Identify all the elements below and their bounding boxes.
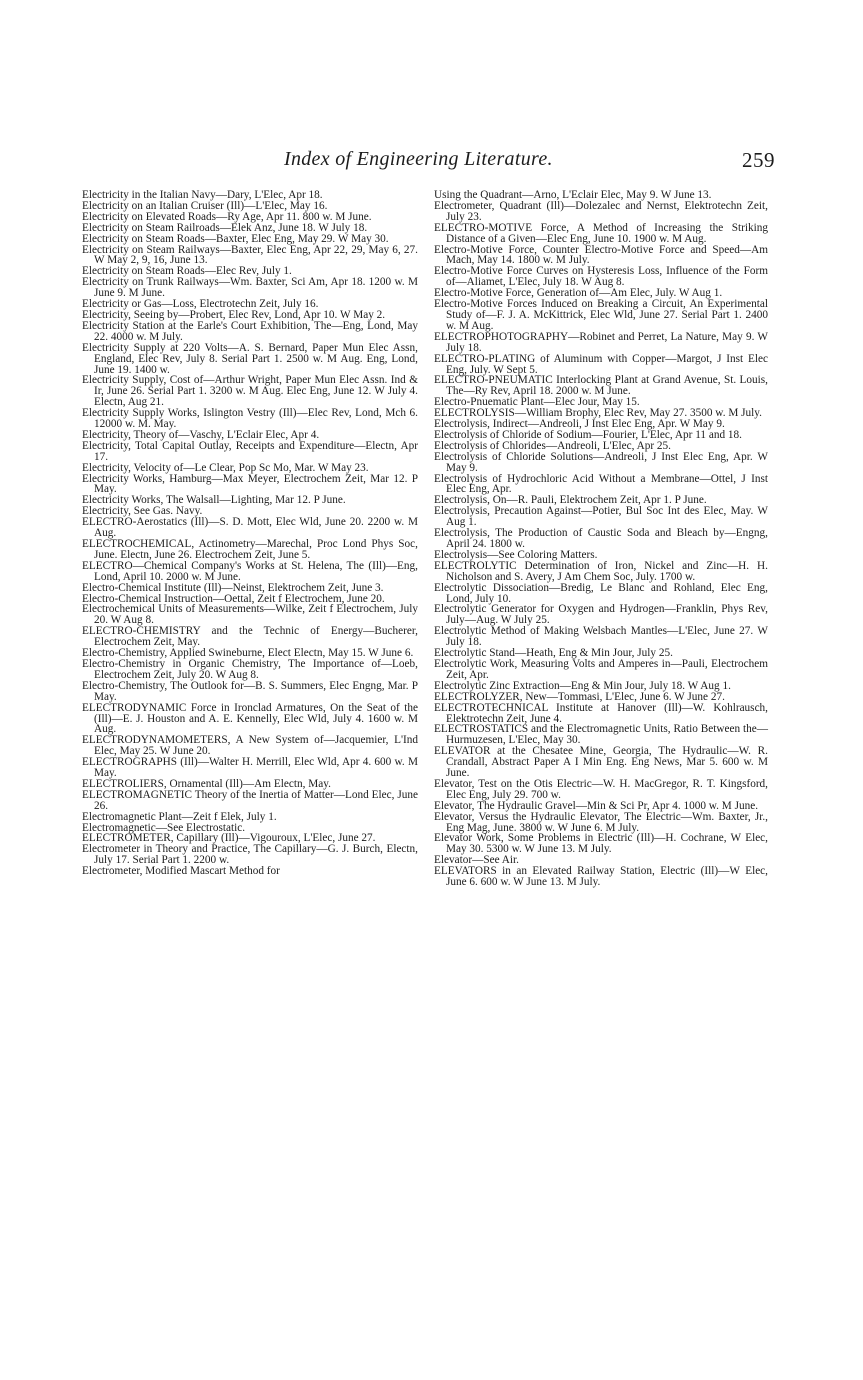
index-entry: Electricity Supply Works, Islington Vestry (Ill)—Elec Rev, Lond, Mch 6. 12000 w. M. May. (82, 407, 418, 431)
index-entry: Electrometer, Quadrant (Ill)—Dolezalec and Nernst, Elektrotechn Zeit, July 23. (434, 199, 768, 223)
index-entry: Electrolysis, On—R. Pauli, Elektrochem Zeit, Apr 1. P June. (434, 494, 707, 507)
index-entry: ELECTRODYNAMOMETERS, A New System of—Jacquemier, L'Ind Elec, May 25. W June 20. (82, 734, 418, 758)
index-entry: Electro-Motive Force, Counter Electro-Motive Force and Speed—Am Mach, May 14. 1800 w. M July. (434, 243, 768, 267)
index-entry: Electro-Chemical Instruction—Oettal, Zeit f Electrochem, June 20. (82, 592, 385, 605)
index-entry: Electrolytic Dissociation—Bredig, Le Blanc and Rohland, Elec Eng, Lond, July 10. (434, 581, 768, 605)
index-entry: ELECTRO-CHEMISTRY and the Technic of Energy—Bucherer, Electrochem Zeit, May. (82, 625, 418, 649)
index-entry: Electrolysis of Hydrochloric Acid Without a Membrane—Ottel, J Inst Elec Eng, Apr. (434, 472, 768, 496)
index-entry: ELECTROLYSIS—William Brophy, Elec Rev, May 27. 3500 w. M July. (434, 407, 762, 420)
index-entry: ELECTROMETER, Capillary (Ill)—Vigouroux, L'Elec, June 27. (82, 832, 376, 845)
page-number: 259 (742, 148, 775, 172)
index-entry: Electricity, Seeing by—Probert, Elec Rev, Lond, Apr 10. W May 2. (82, 308, 386, 321)
index-entry: ELECTROCHEMICAL, Actinometry—Marechal, Proc Lond Phys Soc, June. Electn, June 26. Electrochem Zeit, June 5. (82, 538, 418, 561)
index-entry: ELECTROMAGNETIC Theory of the Inertia of Matter—Lond Elec, June 26. (82, 788, 418, 812)
running-title: Index of Engineering Literature. (284, 148, 553, 170)
index-entry: Electricity on Steam Railroads—Elek Anz, June 18. W July 18. (82, 221, 368, 234)
page-header (0, 148, 863, 178)
index-entry: Electricity, See Gas. Navy. (82, 505, 203, 518)
index-entry: Electrochemical Units of Measurements—Wilke, Zeit f Electrochem, July 20. W Aug 8. (82, 603, 418, 627)
index-entry: Electricity Works, Hamburg—Max Meyer, Electrochem Zeit, Mar 12. P May. (82, 472, 418, 496)
index-entry: Electricity or Gas—Loss, Electrotechn Zeit, July 16. (82, 298, 319, 311)
index-entry: ELECTROGRAPHS (Ill)—Walter H. Merrill, Elec Wld, Apr 4. 600 w. M May. (82, 756, 418, 780)
index-entry: Elevator Work, Some Problems in Electric (Ill)—H. Cochrane, W Elec, May 30. 5300 w. W June 13. M July. (434, 832, 768, 856)
index-entry: ELECTRO—Chemical Company's Works at St. Helena, The (Ill)—Eng, Lond, April 10. 2000 w. M June. (82, 559, 418, 583)
index-entry: Electromagnetic Plant—Zeit f Elek, July 1. (82, 810, 277, 823)
index-entry: Electromagnetic—See Electrostatic. (82, 821, 246, 834)
index-entry: Electrolytic Work, Measuring Volts and Amperes in—Pauli, Electrochem Zeit, Apr. (434, 657, 768, 681)
index-entry: ELEVATOR at the Chesatee Mine, Georgia, The Hydraulic—W. R. Crandall, Abstract Paper A I Min Eng. Eng News, Mar 5. 600 w. M June. (434, 745, 768, 780)
index-entry: Electrolysis of Chlorides—Andreoli, L'Elec, Apr 25. (434, 439, 671, 452)
index-entry: Elevator, Test on the Otis Electric—W. H. MacGregor, R. T. Kingsford, Elec Eng, July 29. 700 w. (434, 777, 768, 801)
index-entry: ELEVATORS in an Elevated Railway Station, Electric (Ill)—W Elec, June 6. 600 w. W June 13. M July. (434, 865, 768, 889)
index-entry: Electricity Station at the Earle's Court Exhibition, The—Eng, Lond, May 22. 4000 w. M July. (82, 319, 418, 343)
index-entry: Electricity on Trunk Railways—Wm. Baxter, Sci Am, Apr 18. 1200 w. M June 9. M June. (82, 276, 418, 300)
index-entry: ELECTROLYZER, New—Tommasi, L'Elec, June 6. W June 27. (434, 690, 725, 703)
index-entry: Electro-Motive Forces Induced on Breaking a Circuit, An Experimental Study of—F. J. A. McKittrick, Elec Wld, June 27. Serial Part 1. 2400 w. M Aug. (434, 298, 768, 332)
index-entry: Electro-Pnuematic Plant—Elec Jour, May 15. (434, 396, 640, 409)
index-entry: Electrometer, Modified Mascart Method for (82, 865, 280, 878)
index-entry: Electricity in the Italian Navy—Dary, L'Elec, Apr 18. (82, 189, 323, 201)
index-entry: Electro-Motive Force, Generation of—Am Elec, July. W Aug 1. (434, 287, 723, 300)
index-entry: Electrolysis, The Production of Caustic Soda and Bleach by—Engng, April 24. 1800 w. (434, 527, 768, 550)
index-entry: Electro-Chemistry, The Outlook for—B. S. Summers, Elec Engng, Mar. P May. (82, 679, 418, 703)
index-entry: Electricity on Steam Roads—Elec Rev, July 1. (82, 265, 292, 278)
index-entry: Electrolytic Stand—Heath, Eng & Min Jour, July 25. (434, 647, 673, 660)
index-entry: ELECTRO-PLATING of Aluminum with Copper—Margot, J Inst Elec Eng, July. W Sept 5. (434, 352, 768, 376)
index-entry: Electricity, Velocity of—Le Clear, Pop Sc Mo, Mar. W May 23. (82, 461, 369, 474)
index-entry: Electricity on Steam Railways—Baxter, Elec Eng, Apr 22, 29, May 6, 27. W May 2, 9, 16, June 13. (82, 243, 418, 267)
index-entry: Electrolytic Method of Making Welsbach Mantles—L'Elec, June 27. W July 18. (434, 625, 768, 649)
index-entry: Electricity Supply at 220 Volts—A. S. Bernard, Paper Mun Elec Assn, England, Elec Rev, July 8. Serial Part 1. 2500 w. M Aug. Eng, Lond, June 19. 1400 w. (82, 341, 418, 376)
index-entry: Electricity Works, The Walsall—Lighting, Mar 12. P June. (82, 494, 346, 507)
index-entry: Using the Quadrant—Arno, L'Eclair Elec, May 9. W June 13. (434, 189, 712, 201)
index-entry: Electrolytic Zinc Extraction—Eng & Min Jour, July 18. W Aug 1. (434, 679, 731, 692)
index-entry: ELECTROTECHNICAL Institute at Hanover (Ill)—W. Kohlrausch, Elektrotechn Zeit, June 4. (434, 701, 768, 725)
index-entry: Electro-Chemical Institute (Ill)—Neinst, Elektrochem Zeit, June 3. (82, 581, 384, 594)
index-entry: Electro-Motive Force Curves on Hysteresis Loss, Influence of the Form of—Aliamet, L'Elec, July 18. W Aug 8. (434, 265, 768, 289)
index-entry: Electricity on Elevated Roads—Ry Age, Apr 11. 800 w. M June. (82, 210, 372, 223)
index-entry: Electro-Chemistry, Applied Swineburne, Elect Electn, May 15. W June 6. (82, 647, 414, 660)
right-column (434, 190, 768, 888)
index-entry: Electrolysis, Precaution Against—Potier, Bul Soc Int des Elec, May. W Aug 1. (434, 505, 768, 529)
left-column (82, 190, 418, 877)
index-entry: ELECTRO-Aerostatics (Ill)—S. D. Mott, Elec Wld, June 20. 2200 w. M Aug. (82, 516, 418, 540)
index-entry: Electricity on Steam Roads—Baxter, Elec Eng, May 29. W May 30. (82, 232, 389, 245)
index-entry: Elevator, The Hydraulic Gravel—Min & Sci Pr, Apr 4. 1000 w. M June. (434, 799, 759, 812)
index-entry: Electricity on an Italian Cruiser (Ill)—L'Elec, May 16. (82, 199, 328, 212)
index-entry: Electrolytic Generator for Oxygen and Hydrogen—Franklin, Phys Rev, July—Aug. W July 25. (434, 603, 768, 627)
index-entry: Electrolysis of Chloride of Sodium—Fourier, L'Elec, Apr 11 and 18. (434, 428, 742, 441)
index-entry: Electro-Chemistry in Organic Chemistry, The Importance of—Loeb, Electrochem Zeit, July 20. W Aug 8. (82, 657, 418, 681)
index-entry: ELECTRODYNAMIC Force in Ironclad Armatures, On the Seat of the (Ill)—E. J. Houston and A. E. Kennelly, Elec Wld, July 4. 1600 w. M Aug. (82, 701, 418, 736)
index-entry: ELECTROPHOTOGRAPHY—Robinet and Perret, La Nature, May 9. W July 18. (434, 330, 768, 354)
index-entry: Elevator, Versus the Hydraulic Elevator, The Electric—Wm. Baxter, Jr., Eng Mag, June. 3800 w. W June 6. M July. (434, 810, 768, 834)
index-entry: Electrolysis, Indirect—Andreoli, J Inst Elec Eng, Apr. W May 9. (434, 418, 725, 431)
index-entry: ELECTRO-PNEUMATIC Interlocking Plant at Grand Avenue, St. Louis, The—Ry Rev, April 18. 2000 w. M June. (434, 374, 768, 398)
index-entry: Electrometer in Theory and Practice, The Capillary—G. J. Burch, Electn, July 17. Serial Part 1. 2200 w. (82, 843, 418, 867)
index-entry: Electricity, Theory of—Vaschy, L'Eclair Elec, Apr 4. (82, 428, 320, 441)
index-entry: ELECTROSTATICS and the Electromagnetic Units, Ratio Between the—Hurmuzesen, L'Elec, May 30. (434, 723, 768, 747)
index-entry: Electricity, Total Capital Outlay, Receipts and Expenditure—Electn, Apr 17. (82, 439, 418, 463)
index-entry: Electrolysis—See Coloring Matters. (434, 548, 598, 561)
index-entry: ELECTROLYTIC Determination of Iron, Nickel and Zinc—H. H. Nicholson and S. Avery, J Am Chem Soc, July. 1700 w. (434, 559, 768, 583)
index-entry: Electrolysis of Chloride Solutions—Andreoli, J Inst Elec Eng, Apr. W May 9. (434, 450, 768, 474)
index-entry: ELECTRO-MOTIVE Force, A Method of Increasing the Striking Distance of a Given—Elec Eng, June 10. 1900 w. M Aug. (434, 221, 768, 245)
index-entry: Elevator—See Air. (434, 854, 519, 867)
index-entry: ELECTROLIERS, Ornamental (Ill)—Am Electn, May. (82, 777, 331, 790)
index-entry: Electricity Supply, Cost of—Arthur Wright, Paper Mun Elec Assn. Ind & Ir, June 26. Serial Part 1. 3200 w. M Aug. Elec Eng, June 12. W July 4. Electn, Aug 21. (82, 374, 418, 409)
